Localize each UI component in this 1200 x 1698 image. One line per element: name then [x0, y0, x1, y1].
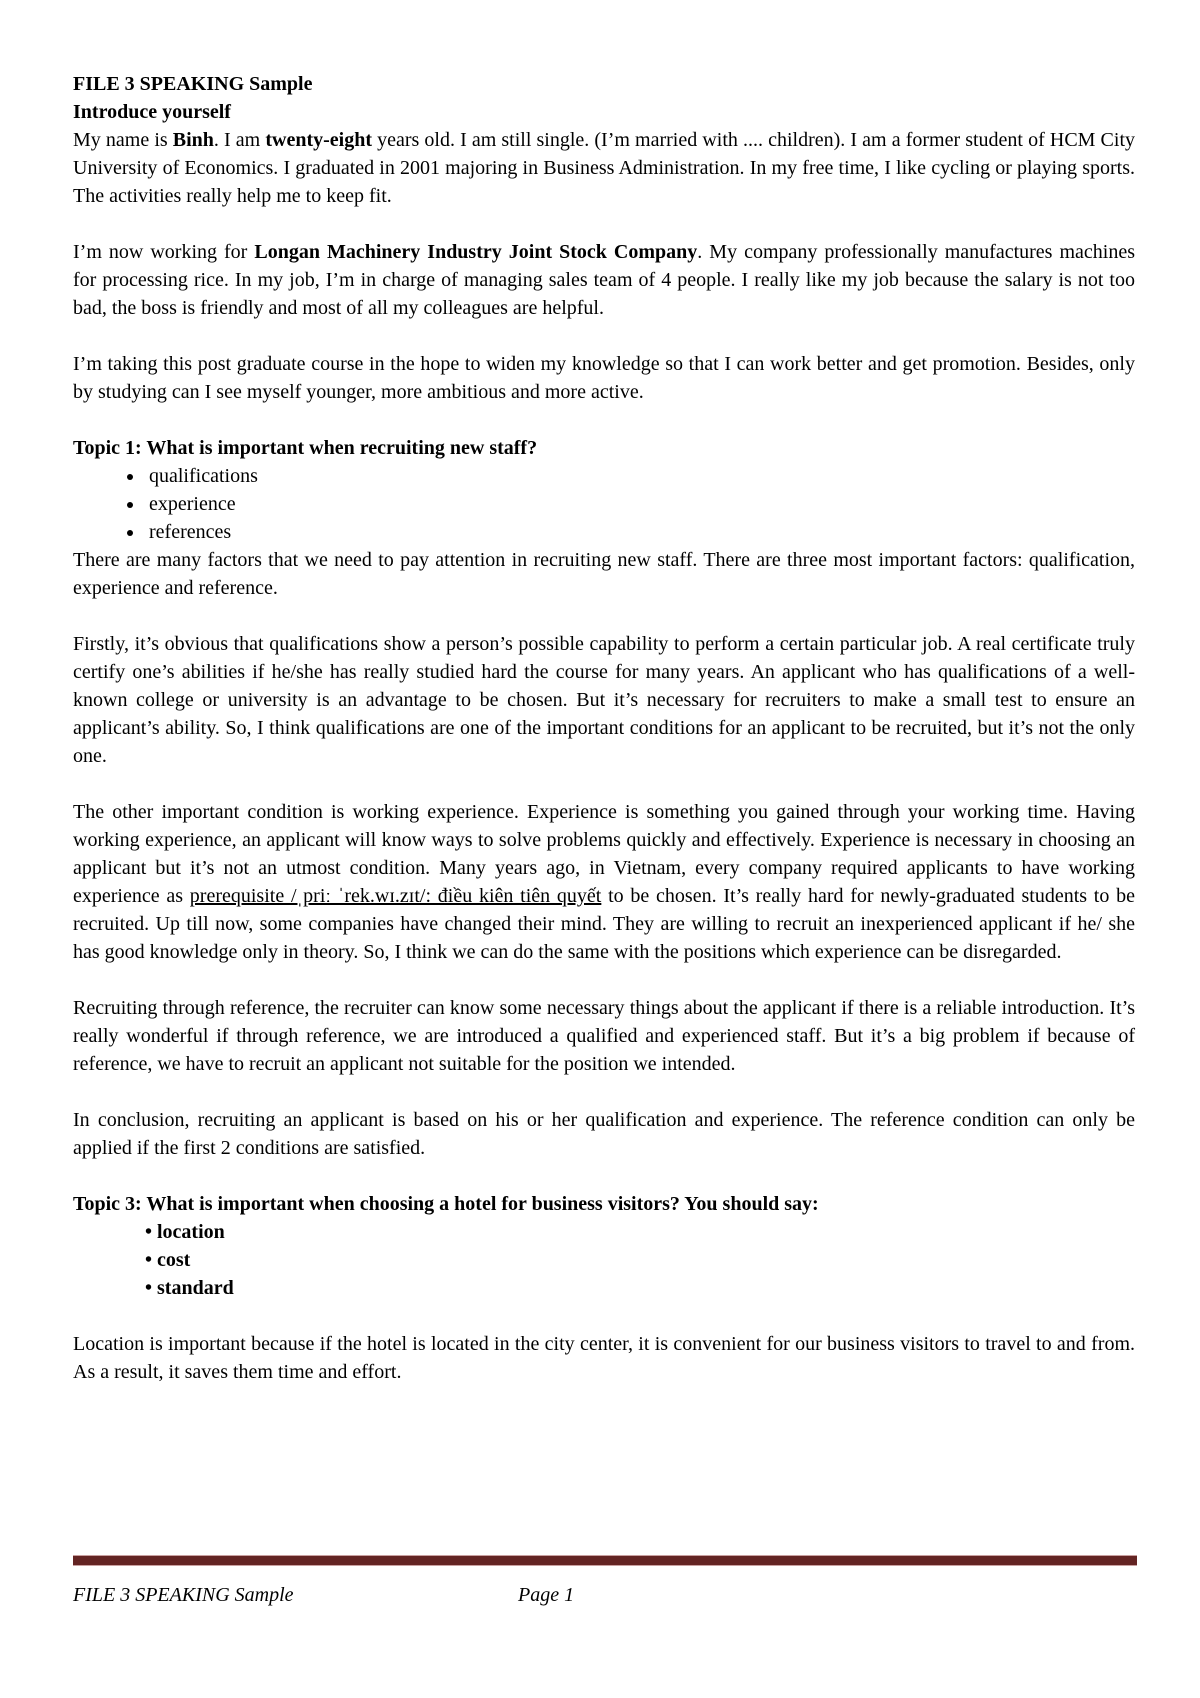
paragraph: [73, 1330, 1135, 1386]
blank-line: [73, 1302, 1135, 1330]
paragraph: [73, 238, 1135, 322]
text-run: I’m taking this post graduate course in the hope to widen my knowledge so that I can work better and get promotion. Besides, only by studying can I see myself younger, more ambitious and more active.: [73, 353, 1135, 403]
blank-line: [73, 210, 1135, 238]
blank-line: [73, 966, 1135, 994]
paragraph: [73, 630, 1135, 770]
paragraph: [73, 798, 1135, 966]
bullet-list: [73, 1218, 1135, 1302]
list-item: • location: [145, 1221, 225, 1243]
underlined-text: prerequisite /ˌpriː ˈrek.wɪ.zɪt/: điều kiên tiên quyết: [189, 885, 602, 907]
text-run: I’m now working for: [73, 241, 255, 263]
text-run: There are many factors that we need to pay attention in recruiting new staff. There are three most important factors: qualification, experience and reference.: [73, 549, 1135, 599]
bold-text: Binh: [172, 129, 214, 151]
blank-line: [73, 322, 1135, 350]
bold-text: Longan Machinery Industry Joint Stock Company: [254, 241, 698, 263]
text-run: Firstly, it’s obvious that qualifications show a person’s possible capability to perform a certain particular job. A real certificate truly certify one’s abilities if he/she has really studied hard the course for many years. An applicant who has qualifications of a well-known college or university is an advantage to be chosen. But it’s necessary for recruiters to make a small test to ensure an applicant’s ability. So, I think qualifications are one of the important conditions for an applicant to be recruited, but it’s not the only one.: [73, 633, 1135, 767]
text-run: years old. I am still single. (I’m married with .... children). I am a former student of HCM City University of Economics. I graduated in 2001 majoring in Business Administration. In my free time, I like cycling or playing sports. The activities really help me to keep fit.: [73, 129, 1135, 207]
text-run: to be chosen. It’s really hard for newly-graduated students to be recruited. Up till now, some companies have changed their mind. They are willing to recruit an inexperienced applicant if he/ she has good knowledge only in theory. So, I think we can do the same with the positions which experience can be disregarded.: [73, 885, 1135, 963]
list-item: • standard: [145, 1277, 234, 1299]
paragraph: [73, 70, 1135, 98]
paragraph: [73, 434, 1135, 462]
paragraph: [73, 994, 1135, 1078]
footer-page-number: Page 1: [518, 1584, 575, 1606]
text-run: . My company professionally manufactures machines for processing rice. In my job, I’m in charge of managing sales team of 4 people. I really like my job because the salary is not too bad, the boss is friendly and most of all my colleagues are helpful.: [73, 241, 1136, 319]
text-run: The other important condition is working experience. Experience is something you gained through your working time. Having working experience, an applicant will know ways to solve problems quickly and effectively. Experience is necessary in choosing an applicant but it’s not an utmost condition. Many years ago, in Vietnam, every company required applicants to have working experience as: [73, 801, 1135, 907]
paragraph: [73, 1106, 1135, 1162]
blank-line: [73, 602, 1135, 630]
bold-text: twenty-eight: [265, 129, 372, 151]
footer-title: FILE 3 SPEAKING Sample: [73, 1584, 294, 1606]
text-run: Location is important because if the hotel is located in the city center, it is convenient for our business visitors to travel to and from. As a result, it saves them time and effort.: [73, 1333, 1135, 1383]
paragraph: [73, 126, 1135, 210]
bold-text: Introduce yourself: [73, 101, 231, 123]
paragraph: [73, 350, 1135, 406]
blank-line: [73, 1162, 1135, 1190]
list-item: • cost: [145, 1249, 191, 1271]
bold-text: FILE 3 SPEAKING Sample: [73, 73, 313, 95]
bold-text: Topic 3: What is important when choosing a hotel for business visitors? You should say:: [73, 1193, 819, 1215]
blank-line: [73, 406, 1135, 434]
list-item: • experience: [145, 490, 1135, 518]
paragraph: [73, 1190, 1135, 1218]
blank-line: [73, 1078, 1135, 1106]
footer-rule: [73, 1555, 1137, 1566]
text-run: In conclusion, recruiting an applicant is based on his or her qualification and experience. The reference condition can only be applied if the first 2 conditions are satisfied.: [73, 1109, 1135, 1159]
document-body: [73, 70, 1135, 1386]
list-item: • qualifications: [145, 462, 1135, 490]
text-run: . I am: [213, 129, 266, 151]
text-run: Recruiting through reference, the recruiter can know some necessary things about the applicant if there is a reliable introduction. It’s really wonderful if through reference, we are introduced a qualified and experienced staff. But it’s a big problem if because of reference, we have to recruit an applicant not suitable for the position we intended.: [73, 997, 1135, 1075]
bullet-list: [73, 462, 1135, 546]
paragraph: [73, 546, 1135, 602]
text-run: My name is: [73, 129, 173, 151]
list-item: • references: [145, 518, 1135, 546]
paragraph: [73, 98, 1135, 126]
blank-line: [73, 770, 1135, 798]
bold-text: Topic 1: What is important when recruiting new staff?: [73, 437, 538, 459]
